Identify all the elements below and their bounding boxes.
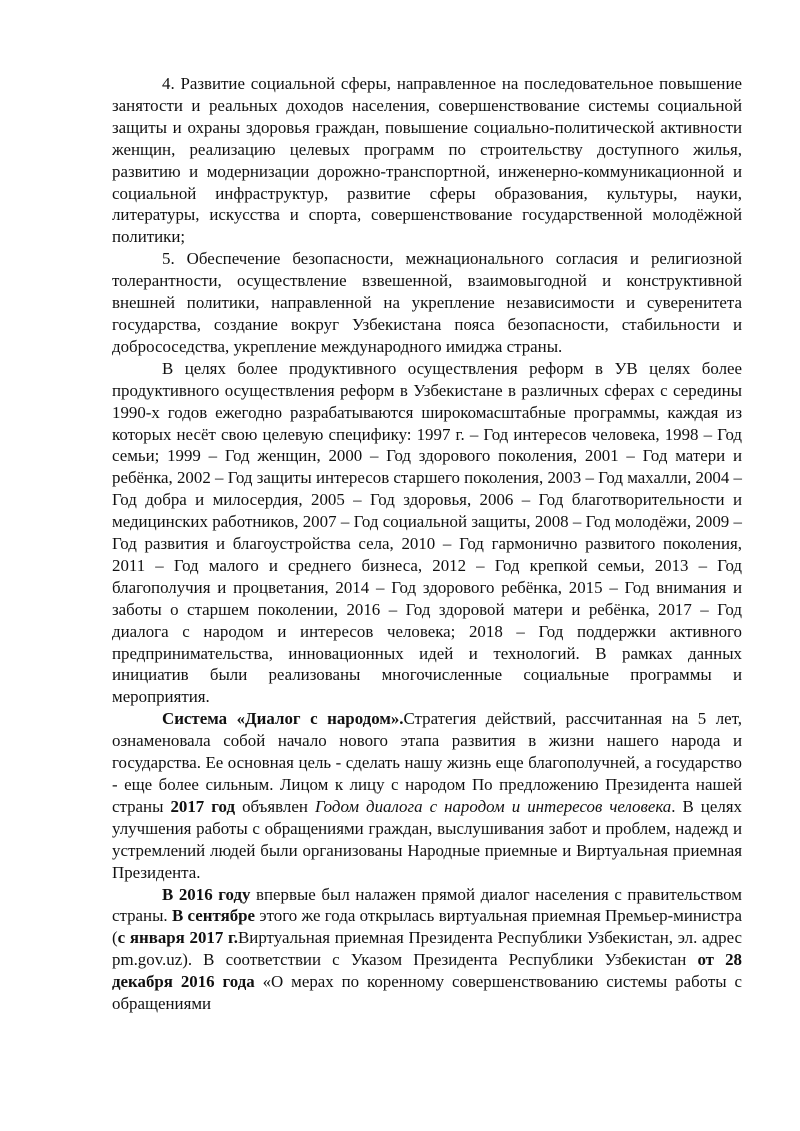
document-body [112,73,742,1015]
text-2016-d: «О мерах по коренному совершенствованию системы работы с обращениями [112,972,742,1014]
text-2016-b: этого же года открылась виртуальная приемная Премьер-министра ( [112,906,742,948]
bold-september: В сентябре [171,906,256,926]
paragraph-security: 5. Обеспечение безопасности, межнационального согласия и религиозной толерантности, осуществление взвешенной, взаимовыгодной и конструктивной внешней политики, направленной на укрепление независимости и суверенитета государства, создание вокруг Узбекистана пояса безопасности, стабильности и добрососедства, укрепление международного имиджа страны. [112,249,742,356]
bold-january-2017: с января 2017 г. [117,928,239,948]
paragraph-social-sphere: 4. Развитие социальной сферы, направленное на последовательное повышение занятости и реальных доходов населения, совершенствование системы социальной защиты и охраны здоровья граждан, повышение социально-политической активности женщин, реализацию целевых программ по строительству доступного жилья, развитию и модернизации дорожно-транспортной, инженерно-коммуникационной и социальной инфраструктур, развитие сферы образования, культуры, науки, литературы, искусства и спорта, совершенствование государственной молодёжной политики; [112,74,742,247]
dialogue-text-b: объявлен [235,796,315,816]
paragraph-dialogue-system [112,708,742,883]
bold-decree-date: от 28 декабря 2016 года [112,950,742,992]
dialogue-text-a: Стратегия действий, рассчитанная на 5 лет, ознаменовала собой начало нового этапа развития в жизни нашего народа и государства. Ее основная цель - сделать нашу жизнь еще благополучней, а государство - еще более сильным. Лицом к лицу с народом По предложению Президента нашей страны [112,709,742,816]
dialogue-year-2017: 2017 год [170,796,236,816]
dialogue-text-c: . В целях улучшения работы с обращениями граждан, выслушивания забот и проблем, надежд и устремлений людей были организованы Народные приемные и Виртуальная приемная Президента. [112,796,742,882]
text-2016-a: впервые был налажен прямой диалог населения с правительством страны. [112,884,742,926]
text-2016-c: Виртуальная приемная Президента Республики Узбекистан, эл. адрес pm.gov.uz). В соответствии с Указом Президента Республики Узбекистан [112,928,743,970]
paragraph-annual-programs: В целях более продуктивного осуществления реформ в УВ целях более продуктивного осуществления реформ в Узбекистане в различных сферах с середины 1990-х годов ежегодно разрабатываются широкомасштабные программы, каждая из которых несёт свою целевую специфику: 1997 г. – Год интересов человека, 1998 – Год семьи; 1999 – Год женщин, 2000 – Год здорового поколения, 2001 – Год матери и ребёнка, 2002 – Год защиты интересов старшего поколения, 2003 – Год махалли, 2004 – Год добра и милосердия, 2005 – Год здоровья, 2006 – Год благотворительности и медицинских работников, 2007 – Год социальной защиты, 2008 – Год молодёжи, 2009 – Год развития и благоустройства села, 2010 – Год гармонично развитого поколения, 2011 – Год малого и среднего бизнеса, 2012 – Год крепкой семьи, 2013 – Год благополучия и процветания, 2014 – Год здорового ребёнка, 2015 – Год внимания и заботы о старшем поколении, 2016 – Год здоровой матери и ребёнка, 2017 – Год диалога с народом и интересов человека; 2018 – Год поддержки активного предпринимательства, инновационных идей и технологий. В рамках данных инициатив были реализованы многочисленные социальные программы и мероприятия. [112,358,742,707]
paragraph-2016-dialogue [112,884,742,1015]
dialogue-system-heading: Система «Диалог с народом». [162,709,404,729]
dialogue-year-name: Годом диалога с народом и интересов человека [314,796,672,816]
bold-2016: В 2016 году [162,884,251,904]
